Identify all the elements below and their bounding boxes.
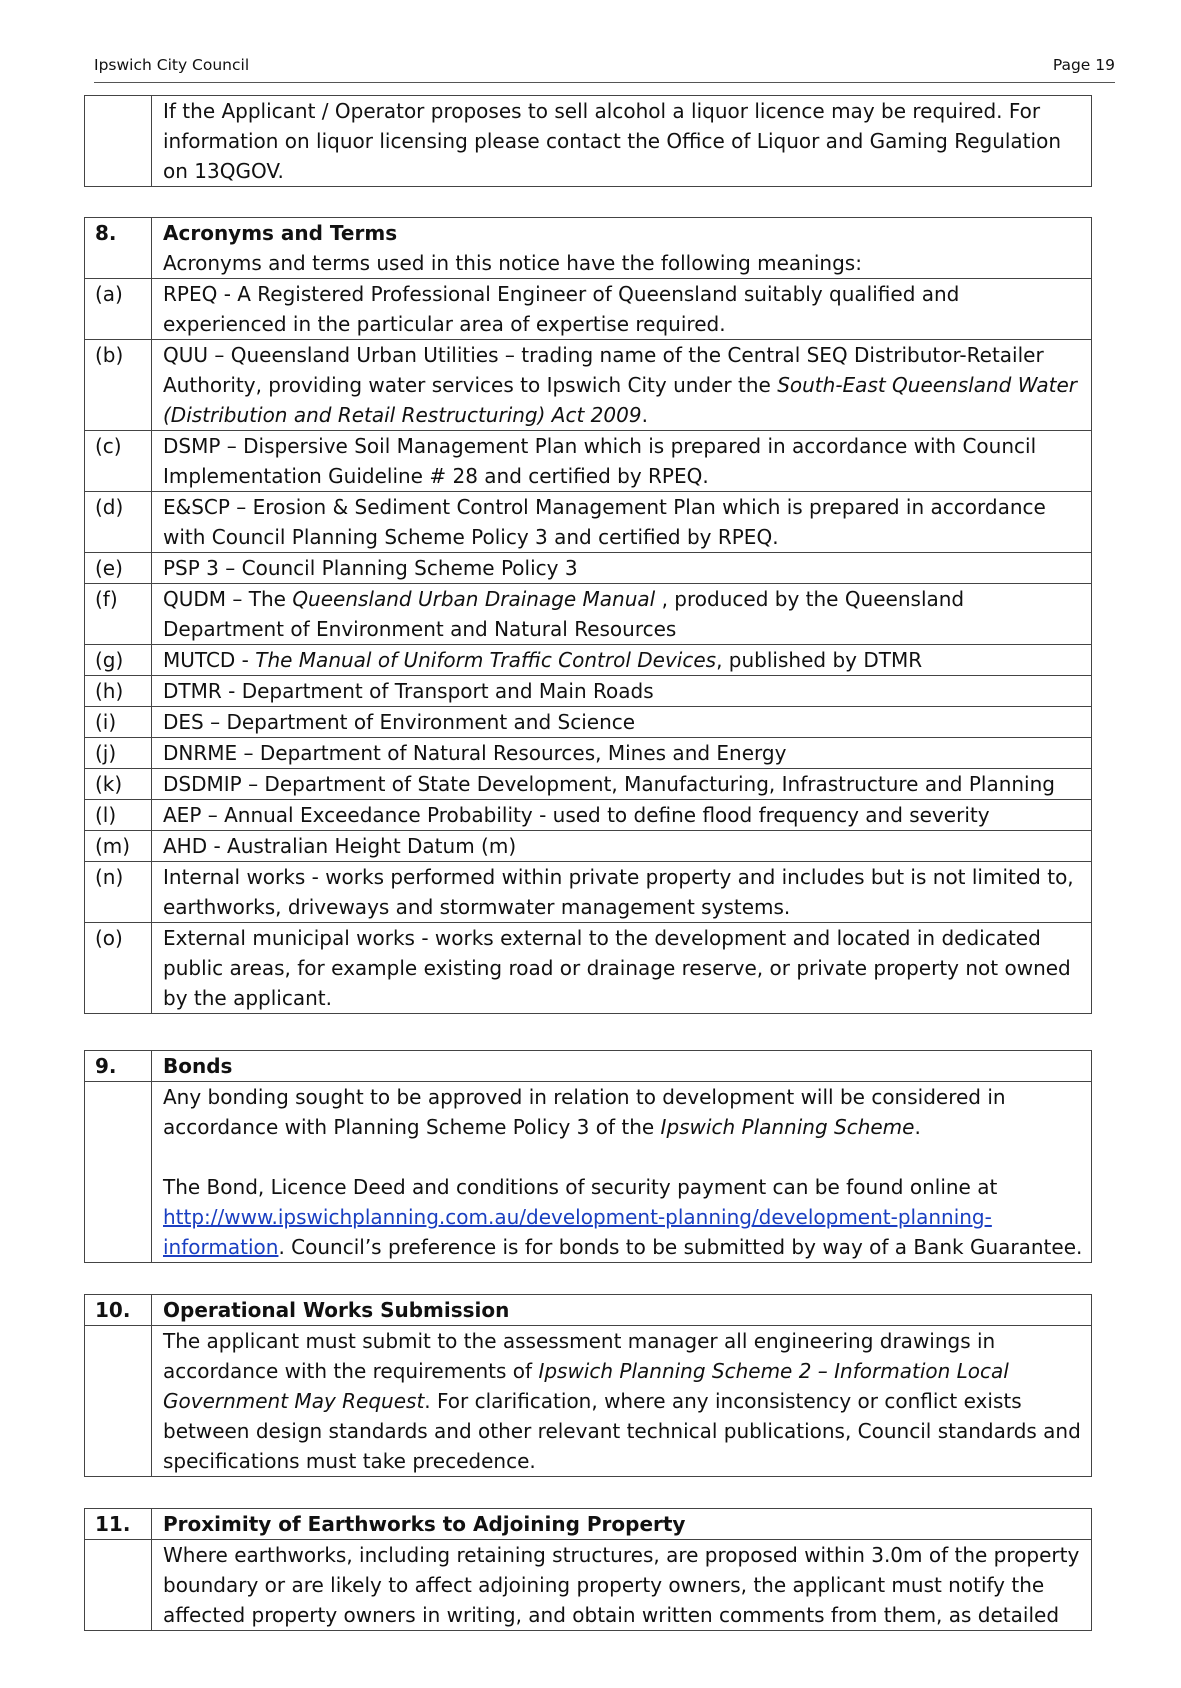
item-key: (m) — [85, 831, 152, 862]
section-10-title: Operational Works Submission — [152, 1295, 1092, 1326]
section-9-title: Bonds — [152, 1051, 1092, 1082]
section-8-title: Acronyms and Terms — [163, 221, 398, 245]
liquor-note-table — [84, 95, 1092, 187]
section-9-number: 9. — [85, 1051, 152, 1082]
item-key: (a) — [85, 279, 152, 340]
section-8-intro: Acronyms and terms used in this notice have the following meanings: — [163, 251, 862, 275]
item-text: AEP – Annual Exceedance Probability - used to define flood frequency and severity — [152, 800, 1092, 831]
item-text: DES – Department of Environment and Science — [152, 707, 1092, 738]
table-row — [85, 279, 1092, 340]
item-key: (b) — [85, 340, 152, 431]
item-text: DSMP – Dispersive Soil Management Plan which is prepared in accordance with Council Implementation Guideline # 28 and certified by RPEQ. — [152, 431, 1092, 492]
table-row — [85, 492, 1092, 553]
table-row — [85, 800, 1092, 831]
item-key: (g) — [85, 645, 152, 676]
section-9-body — [152, 1082, 1092, 1263]
section-11-num-blank — [85, 1540, 152, 1631]
item-text: DNRME – Department of Natural Resources, Mines and Energy — [152, 738, 1092, 769]
bond-info-link[interactable]: http://www.ipswichplanning.com.au/development-planning/development-planning-information — [163, 1205, 992, 1259]
section-9-paragraph-2: The Bond, Licence Deed and conditions of security payment can be found online at http://www.ipswichplanning.com.au/development-planning/development-planning-information. Council’s preference is for bonds to be submitted by way of a Bank Guarantee. — [163, 1175, 1083, 1259]
section-9-num-blank — [85, 1082, 152, 1263]
item-text: AHD - Australian Height Datum (m) — [152, 831, 1092, 862]
item-key: (d) — [85, 492, 152, 553]
section-8-number: 8. — [85, 218, 152, 279]
page-header — [94, 56, 1115, 83]
section-11-title: Proximity of Earthworks to Adjoining Property — [152, 1509, 1092, 1540]
council-name: Ipswich City Council — [94, 56, 250, 74]
table-row — [85, 340, 1092, 431]
section-11-number: 11. — [85, 1509, 152, 1540]
section-8-table — [84, 217, 1092, 1014]
section-10-table — [84, 1294, 1092, 1477]
item-text: QUDM – The Queensland Urban Drainage Manual , produced by the Queensland Department of Environment and Natural Resources — [152, 584, 1092, 645]
item-text: MUTCD - The Manual of Uniform Traffic Control Devices, published by DTMR — [152, 645, 1092, 676]
table-row — [85, 769, 1092, 800]
section-10-body: The applicant must submit to the assessment manager all engineering drawings in accordance with the requirements of Ipswich Planning Scheme 2 – Information Local Government May Request. For clarification, where any inconsistency or conflict exists between design standards and other relevant technical publications, Council standards and specifications must take precedence. — [152, 1326, 1092, 1477]
section-10-num-blank — [85, 1326, 152, 1477]
section-10-number: 10. — [85, 1295, 152, 1326]
item-text: PSP 3 – Council Planning Scheme Policy 3 — [152, 553, 1092, 584]
liquor-note-num-cell — [85, 96, 152, 187]
item-text: DTMR - Department of Transport and Main Roads — [152, 676, 1092, 707]
item-text: E&SCP – Erosion & Sediment Control Management Plan which is prepared in accordance with Council Planning Scheme Policy 3 and certified by RPEQ. — [152, 492, 1092, 553]
table-row — [85, 707, 1092, 738]
table-row — [85, 676, 1092, 707]
item-key: (h) — [85, 676, 152, 707]
item-key: (c) — [85, 431, 152, 492]
item-key: (n) — [85, 862, 152, 923]
table-row — [85, 431, 1092, 492]
item-text: DSDMIP – Department of State Development, Manufacturing, Infrastructure and Planning — [152, 769, 1092, 800]
table-row — [85, 645, 1092, 676]
item-key: (k) — [85, 769, 152, 800]
liquor-note-text: If the Applicant / Operator proposes to sell alcohol a liquor licence may be required. For information on liquor licensing please contact the Office of Liquor and Gaming Regulation on 13QGOV. — [152, 96, 1092, 187]
table-row — [85, 553, 1092, 584]
item-text: QUU – Queensland Urban Utilities – trading name of the Central SEQ Distributor-Retailer Authority, providing water services to Ipswich City under the South-East Queensland Water (Distribution and Retail Restructuring) Act 2009. — [152, 340, 1092, 431]
table-row — [85, 738, 1092, 769]
section-8-heading-cell — [152, 218, 1092, 279]
table-row — [85, 862, 1092, 923]
item-key: (l) — [85, 800, 152, 831]
section-9-paragraph-1: Any bonding sought to be approved in relation to development will be considered in accordance with Planning Scheme Policy 3 of the Ipswich Planning Scheme. — [163, 1085, 1006, 1139]
section-11-body: Where earthworks, including retaining structures, are proposed within 3.0m of the property boundary or are likely to affect adjoining property owners, the applicant must notify the affected property owners in writing, and obtain written comments from them, as detailed — [152, 1540, 1092, 1631]
section-9-table — [84, 1050, 1092, 1263]
table-row — [85, 584, 1092, 645]
page-number: Page 19 — [1052, 56, 1115, 74]
item-key: (f) — [85, 584, 152, 645]
item-key: (j) — [85, 738, 152, 769]
table-row — [85, 831, 1092, 862]
item-key: (e) — [85, 553, 152, 584]
section-11-table — [84, 1508, 1092, 1631]
item-text: External municipal works - works external to the development and located in dedicated public areas, for example existing road or drainage reserve, or private property not owned by the applicant. — [152, 923, 1092, 1014]
item-text: Internal works - works performed within private property and includes but is not limited to, earthworks, driveways and stormwater management systems. — [152, 862, 1092, 923]
item-text: RPEQ - A Registered Professional Engineer of Queensland suitably qualified and experienced in the particular area of expertise required. — [152, 279, 1092, 340]
table-row — [85, 923, 1092, 1014]
item-key: (i) — [85, 707, 152, 738]
item-key: (o) — [85, 923, 152, 1014]
